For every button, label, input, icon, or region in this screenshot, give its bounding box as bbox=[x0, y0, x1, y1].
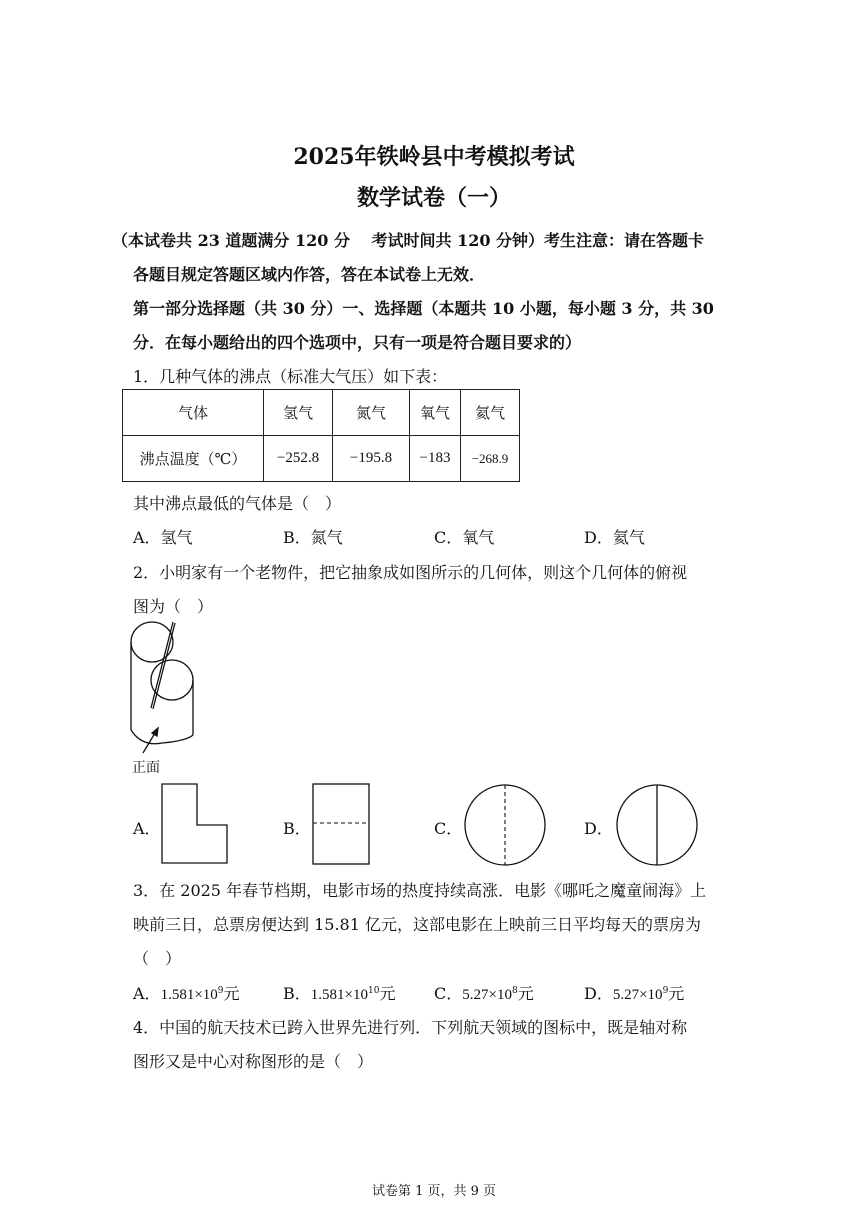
page-footer: 试卷第 1 页，共 9 页 bbox=[371, 1184, 497, 1199]
q2-option-d-letter: D． bbox=[584, 819, 613, 838]
option-mantissa: 5.27×10 bbox=[612, 987, 663, 1003]
q1-stem: 1．几种气体的沸点（标准大气压）如下表： bbox=[133, 367, 448, 386]
option-letter: C． bbox=[434, 984, 463, 1003]
q3-option-b bbox=[283, 981, 395, 1004]
exam-subtitle: 数学试卷（一） bbox=[356, 185, 511, 211]
q2-stem-line-2: 图为（ ） bbox=[133, 597, 214, 616]
boiling-point-table bbox=[122, 389, 520, 482]
front-label: 正面 bbox=[132, 760, 160, 776]
option-d-circle bbox=[615, 783, 699, 867]
q1-option-a: A．氢气 bbox=[133, 528, 193, 547]
option-exponent: 10 bbox=[367, 986, 380, 996]
q3-option-c bbox=[434, 981, 534, 1004]
q3-stem-line-2: 映前三日，总票房便达到 15.81 亿元，这部电影在上映前三日平均每天的票房为 bbox=[133, 915, 701, 934]
option-unit: 元 bbox=[517, 984, 534, 1003]
option-letter: B． bbox=[283, 984, 311, 1003]
q2-stem-line-1: 2．小明家有一个老物件，把它抽象成如图所示的几何体，则这个几何体的俯视 bbox=[133, 563, 688, 582]
q3-stem-line-3: （ ） bbox=[133, 949, 182, 968]
option-letter: D． bbox=[584, 984, 613, 1003]
exam-title: 2025年铁岭县中考模拟考试 bbox=[293, 144, 575, 170]
table-row bbox=[123, 390, 520, 436]
option-mantissa: 1.581×10 bbox=[310, 987, 368, 1003]
option-unit: 元 bbox=[223, 984, 240, 1003]
table-cell: −252.8 bbox=[264, 436, 333, 482]
table-row bbox=[123, 436, 520, 482]
option-exponent: 9 bbox=[662, 986, 669, 996]
section-heading-line-2: 分．在每小题给出的四个选项中，只有一项是符合题目要求的） bbox=[133, 333, 582, 352]
table-header-cell: 氧气 bbox=[410, 390, 461, 436]
option-c-circle bbox=[463, 783, 547, 867]
q3-option-d bbox=[584, 981, 684, 1004]
table-header-cell: 气体 bbox=[123, 390, 264, 436]
q1-option-d: D．氦气 bbox=[584, 528, 645, 547]
option-mantissa: 1.581×10 bbox=[160, 987, 218, 1003]
geometric-solid-figure bbox=[120, 615, 210, 760]
option-letter: A． bbox=[133, 984, 161, 1003]
notice-line-2: 各题目规定答题区域内作答，答在本试卷上无效． bbox=[133, 265, 486, 284]
q4-stem-line-1: 4．中国的航天技术已跨入世界先进行列．下列航天领域的图标中，既是轴对称 bbox=[133, 1018, 688, 1037]
q1-option-c: C．氧气 bbox=[434, 528, 495, 547]
q1-option-b: B．氮气 bbox=[283, 528, 343, 547]
table-cell: −268.9 bbox=[461, 436, 520, 482]
section-heading-line-1: 第一部分选择题（共 30 分）一、选择题（本题共 10 小题，每小题 3 分，共 30 bbox=[133, 299, 714, 318]
q1-question: 其中沸点最低的气体是（ ） bbox=[133, 494, 342, 513]
table-row-label: 沸点温度（℃） bbox=[123, 436, 264, 482]
option-exponent: 8 bbox=[511, 986, 518, 996]
option-exponent: 9 bbox=[217, 986, 224, 996]
option-b-rectangle bbox=[312, 783, 370, 865]
option-unit: 元 bbox=[668, 984, 685, 1003]
q4-stem-line-2: 图形又是中心对称图形的是（ ） bbox=[133, 1052, 374, 1071]
table-cell: −183 bbox=[410, 436, 461, 482]
table-header-cell: 氢气 bbox=[264, 390, 333, 436]
q2-option-b-letter: B． bbox=[283, 819, 311, 838]
q2-option-a-letter: A． bbox=[133, 819, 161, 838]
q3-option-a bbox=[133, 981, 240, 1004]
option-mantissa: 5.27×10 bbox=[462, 987, 512, 1003]
notice-line-1: （本试卷共 23 道题满分 120 分 考试时间共 120 分钟）考生注意：请在答题卡 bbox=[112, 231, 705, 250]
option-unit: 元 bbox=[379, 984, 396, 1003]
table-cell: −195.8 bbox=[333, 436, 410, 482]
table-header-cell: 氮气 bbox=[333, 390, 410, 436]
option-a-l-shape bbox=[161, 783, 229, 865]
q3-stem-line-1: 3．在 2025 年春节档期，电影市场的热度持续高涨．电影《哪吒之魔童闹海》上 bbox=[133, 881, 707, 900]
q2-option-c-letter: C． bbox=[434, 819, 463, 838]
table-header-cell: 氦气 bbox=[461, 390, 520, 436]
